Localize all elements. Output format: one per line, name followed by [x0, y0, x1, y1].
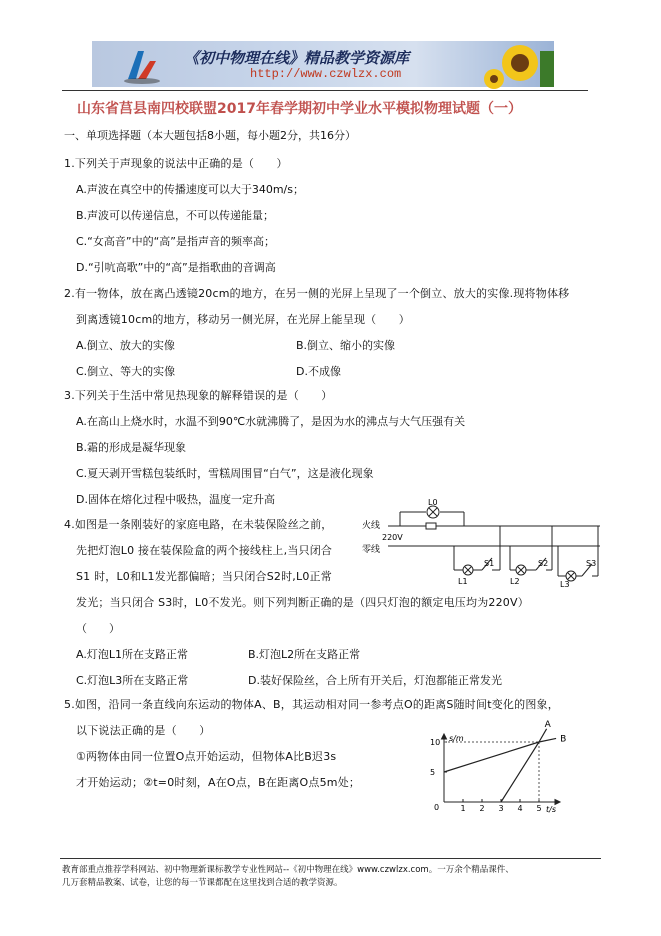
x-tick-label: 3	[498, 804, 504, 813]
q3-option-b: B.霜的形成是凝华现象	[76, 441, 187, 454]
q4-option-a: A.灯泡L1所在支路正常	[76, 648, 188, 661]
q2-option-d: D.不成像	[296, 365, 341, 378]
label-l2: L2	[510, 577, 520, 586]
q3-option-a: A.在高山上烧水时，水温不到90℃水就沸腾了，是因为水的沸点与大气压强有关	[76, 415, 466, 428]
q4-stem-line1: 4.如图是一条刚装好的家庭电路，在未装保险丝之前，	[64, 518, 333, 531]
x-tick-label: 5	[536, 804, 542, 813]
q4-option-d: D.装好保险丝，合上所有开关后，灯泡都能正常发光	[248, 674, 502, 687]
q2-stem-line1: 2.有一物体，放在离凸透镜20cm的地方，在另一侧的光屏上呈现了一个倒立、放大的实像.现将物体移	[64, 287, 570, 300]
q3-stem: 3.下列关于生活中常见热现象的解释错误的是（ ）	[64, 389, 333, 402]
q1-option-d: D.“引吭高歌”中的“高”是指歌曲的音调高	[76, 261, 276, 274]
q2-option-c: C.倒立、等大的实像	[76, 365, 176, 378]
label-l1: L1	[458, 577, 468, 586]
x-axis-arrow-icon	[555, 800, 560, 805]
site-logo	[120, 45, 166, 85]
q4-stem-line5: （ ）	[76, 622, 120, 635]
x-tick-label: 4	[517, 804, 523, 813]
q2-option-b: B.倒立、缩小的实像	[296, 339, 396, 352]
y-tick-label: 5	[430, 768, 436, 777]
q5-stem-line2: 以下说法正确的是（ ）	[76, 724, 211, 737]
banner-title: 《初中物理在线》精品教学资源库	[184, 49, 410, 67]
fuse-box-icon	[426, 523, 436, 529]
q5-stem-line4: 才开始运动；②t=0时刻，A在O点，B在距离O点5m处；	[76, 776, 361, 789]
q2-option-a: A.倒立、放大的实像	[76, 339, 175, 352]
q4-stem-line4: 发光；当只闭合 S3时，L0不发光。则下列判断正确的是（四只灯泡的额定电压均为220V）	[76, 596, 529, 609]
q1-stem: 1.下列关于声现象的说法中正确的是（ ）	[64, 157, 288, 170]
header-rule	[62, 90, 588, 91]
footer-line2: 几万套精品教案、试卷，让您的每一节课都配在这里找到合适的教学资源。	[62, 878, 343, 888]
label-neutral: 零线	[362, 545, 381, 555]
label-live: 火线	[362, 521, 381, 531]
footer-line1: 教育部重点推荐学科网站、初中物理新课标教学专业性网站--《初中物理在线》www.czwlzx.com。一万余个精品课件、	[62, 865, 514, 875]
q5-stem-line1: 5.如图，沿同一条直线向东运动的物体A、B，其运动相对同一参考点O的距离S随时间t变化的图象，	[64, 698, 559, 711]
origin-label: 0	[434, 803, 440, 812]
series-label-a: A	[544, 719, 551, 730]
q1-option-a: A.声波在真空中的传播速度可以大于340m/s；	[76, 183, 304, 196]
banner-url: http://www.czwlzx.com	[250, 67, 402, 81]
x-tick-label: 2	[479, 804, 485, 813]
lamp-l0-icon	[427, 506, 439, 518]
label-s1: S1	[484, 559, 495, 568]
header-banner	[92, 41, 554, 87]
lamp-l2-icon	[516, 565, 526, 575]
q1-option-b: B.声波可以传递信息，不可以传递能量；	[76, 209, 275, 222]
label-l3: L3	[560, 580, 570, 589]
distance-time-chart	[420, 719, 570, 814]
q2-stem-line2: 到离透镜10cm的地方，移动另一侧光屏，在光屏上能呈现（ ）	[76, 313, 410, 326]
y-tick-label: 10	[430, 738, 441, 747]
x-tick-label: 1	[460, 804, 466, 813]
y-axis-label: s/m	[449, 734, 464, 743]
document-title: 山东省莒县南四校联盟2017年春学期初中学业水平模拟物理试题（一）	[77, 101, 522, 117]
series-line-a	[501, 729, 547, 802]
q1-option-c: C.“女高音”中的“高”是指声音的频率高；	[76, 235, 275, 248]
footer-rule	[60, 858, 601, 859]
q4-stem-line3: S1 时，L0和L1发光都偏暗；当只闭合S2时,L0正常	[76, 570, 332, 583]
lamp-l1-icon	[463, 565, 473, 575]
y-axis-arrow-icon	[442, 734, 447, 739]
x-axis-label: t/s	[546, 805, 556, 814]
section-heading: 一、单项选择题（本大题包括8小题，每小题2分，共16分）	[64, 129, 356, 142]
q3-option-c: C.夏天剥开雪糕包装纸时，雪糕周围冒“白气”，这是液化现象	[76, 467, 374, 480]
label-l0: L0	[428, 498, 438, 507]
q4-option-c: C.灯泡L3所在支路正常	[76, 674, 189, 687]
q4-option-b: B.灯泡L2所在支路正常	[248, 648, 361, 661]
q5-stem-line3: ①两物体由同一位置O点开始运动，但物体A比B迟3s	[76, 750, 337, 763]
label-voltage: 220V	[382, 533, 403, 542]
q4-stem-line2: 先把灯泡L0 接在装保险盒的两个接线柱上,当只闭合	[76, 544, 333, 557]
label-s3: S3	[586, 559, 597, 568]
circuit-diagram	[360, 496, 608, 588]
label-s2: S2	[538, 559, 549, 568]
sunflower-image	[484, 41, 554, 87]
q3-option-d: D.固体在熔化过程中吸热，温度一定升高	[76, 493, 275, 506]
series-label-b: B	[560, 734, 567, 745]
